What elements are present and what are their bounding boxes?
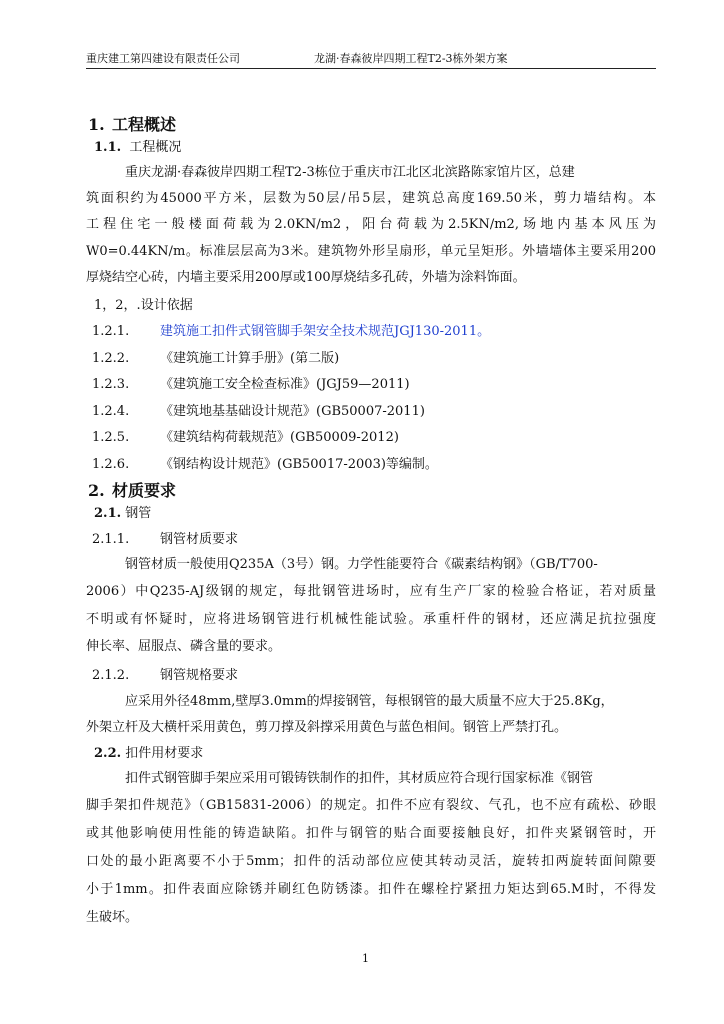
paragraph-line: 生破坏。 <box>86 910 139 925</box>
section-title: 工程概述 <box>112 115 177 134</box>
section-number: 2. <box>88 481 105 500</box>
section-number: 1. <box>88 115 105 134</box>
section-title: 钢管 <box>125 506 152 521</box>
section-number: 2.1. <box>94 506 122 521</box>
reference-text: 《钢结构设计规范》(GB50017-2003)等编制。 <box>160 457 438 472</box>
paragraph-line: 或其他影响使用性能的铸造缺陷。扣件与钢管的贴合面要接触良好，扣件夹紧钢管时，开 <box>86 826 656 841</box>
page-header <box>86 48 656 69</box>
paragraph-line: 筑面积约为45000平方米，层数为50层/吊5层，建筑总高度169.50米，剪力墙结构。本 <box>86 191 656 206</box>
section-title: 设计依据 <box>140 298 193 313</box>
reference-item <box>92 455 438 475</box>
paragraph-line: 重庆龙湖·春森彼岸四期工程T2-3栋位于重庆市江北区北滨路陈家馆片区，总建 <box>125 165 575 180</box>
section-title: 工程概况 <box>129 140 182 155</box>
section-number: 1.1. <box>94 140 122 155</box>
section-number: 2.1.2. <box>92 668 130 683</box>
paragraph-line: 钢管材质一般使用Q235A（3号）钢。力学性能要符合《碳素结构钢》（GB/T700- <box>125 557 598 572</box>
paragraph-line: 厚烧结空心砖，内墙主要采用200厚或100厚烧结多孔砖，外墙为涂料饰面。 <box>86 270 526 285</box>
reference-number: 1.2.6. <box>92 457 130 472</box>
header-project: 龙湖·春森彼岸四期工程T2-3栋外架方案 <box>314 52 508 65</box>
section-2-1-1-heading <box>92 530 238 550</box>
section-number: 1，2，. <box>94 298 141 313</box>
header-company: 重庆建工第四建设有限责任公司 <box>86 52 240 65</box>
reference-text: 《建筑施工计算手册》(第二版) <box>160 351 340 366</box>
reference-link[interactable]: 建筑施工扣件式钢管脚手架安全技术规范JGJ130-2011。 <box>160 324 491 339</box>
paragraph-line: 小于1mm。扣件表面应除锈并刷红色防锈漆。扣件在螺栓拧紧扭力矩达到65.M时，不得发 <box>86 882 656 897</box>
paragraph-line: 外架立杆及大横杆采用黄色，剪刀撑及斜撑采用黄色与蓝色相间。钢管上严禁打孔。 <box>86 720 568 735</box>
section-1-1-heading <box>94 138 181 158</box>
section-2-2-heading <box>94 744 203 764</box>
paragraph-line: 不明或有怀疑时，应将进场钢管进行机械性能试验。承重杆件的钢材，还应满足抗拉强度 <box>86 612 656 627</box>
section-2-heading <box>88 480 176 502</box>
paragraph-line: 扣件式钢管脚手架应采用可锻铸铁制作的扣件，其材质应符合现行国家标准《钢管 <box>125 771 594 786</box>
section-number: 2.2. <box>94 746 122 761</box>
page-number: 1 <box>362 952 369 965</box>
reference-item <box>92 428 399 448</box>
reference-item <box>92 322 490 342</box>
paragraph-line: 脚手架扣件规范》（GB15831-2006）的规定。扣件不应有裂纹、气孔，也不应有疏松、砂眼 <box>86 798 656 813</box>
section-title: 钢管材质要求 <box>160 532 239 547</box>
reference-number: 1.2.3. <box>92 377 130 392</box>
reference-text: 《建筑施工安全检查标准》(JGJ59—2011) <box>160 377 410 392</box>
section-title: 扣件用材要求 <box>125 746 204 761</box>
section-number: 2.1.1. <box>92 532 130 547</box>
reference-item <box>92 375 410 395</box>
paragraph-line: 工程住宅一般楼面荷载为2.0KN/m2，阳台荷载为2.5KN/m2,场地内基本风压为 <box>86 217 656 232</box>
section-1-heading <box>88 114 176 136</box>
section-title: 材质要求 <box>112 481 177 500</box>
reference-text: 《建筑结构荷载规范》(GB50009-2012) <box>160 430 399 445</box>
section-2-1-2-heading <box>92 666 238 686</box>
paragraph-line: 应采用外径48mm,壁厚3.0mm的焊接钢管，每根钢管的最大质量不应大于25.8Kg， <box>125 694 614 709</box>
paragraph-line: 伸长率、屈服点、磷含量的要求。 <box>86 639 282 654</box>
section-1-2-heading <box>94 296 193 316</box>
paragraph-line: 2006）中Q235-AJ级钢的规定，每批钢管进场时，应有生产厂家的检验合格证，若对质量 <box>86 584 656 599</box>
reference-text: 《建筑地基基础设计规范》(GB50007-2011) <box>160 404 425 419</box>
reference-number: 1.2.4. <box>92 404 130 419</box>
reference-number: 1.2.2. <box>92 351 130 366</box>
reference-item <box>92 349 339 369</box>
paragraph-line: W0=0.44KN/m。标准层层高为3米。建筑物外形呈扇形，单元呈矩形。外墙墙体主要采用200 <box>86 244 656 259</box>
reference-number: 1.2.1. <box>92 324 130 339</box>
reference-number: 1.2.5. <box>92 430 130 445</box>
section-2-1-heading <box>94 504 151 524</box>
paragraph-line: 口处的最小距离要不小于5mm；扣件的活动部位应使其转动灵活，旋转扣两旋转面间隙要 <box>86 854 656 869</box>
reference-item <box>92 402 425 422</box>
section-title: 钢管规格要求 <box>160 668 239 683</box>
